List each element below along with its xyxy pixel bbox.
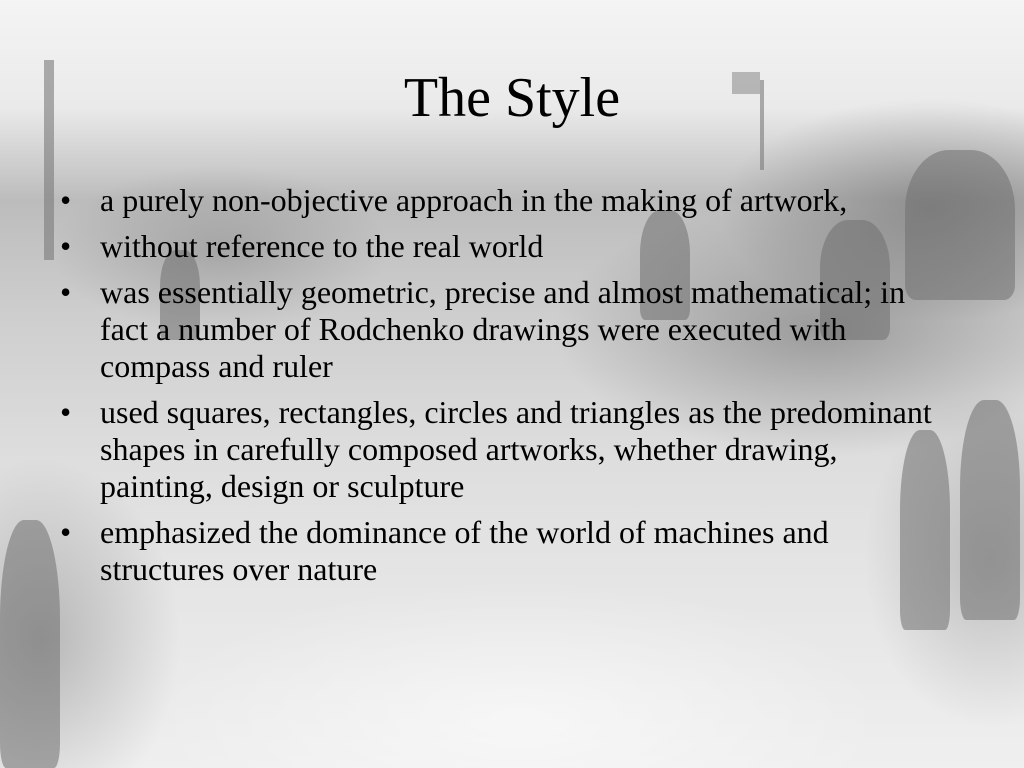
- list-item: [56, 274, 956, 385]
- bullet-text: without reference to the real world: [100, 228, 544, 264]
- bullet-list: [56, 182, 956, 597]
- bullet-icon: •: [60, 394, 72, 430]
- bullet-text: emphasized the dominance of the world of machines and structures over nature: [100, 514, 829, 587]
- bullet-text: a purely non-objective approach in the making of artwork,: [100, 182, 848, 218]
- bullet-icon: •: [60, 514, 72, 550]
- bullet-text: was essentially geometric, precise and almost mathematical; in fact a number of Rodchenko drawings were executed with compass and ruler: [100, 274, 906, 384]
- crowd-figure: [960, 400, 1020, 620]
- slide-title: The Style: [403, 67, 621, 129]
- crowd-figure: [0, 520, 60, 768]
- bullet-text: used squares, rectangles, circles and triangles as the predominant shapes in carefully composed artworks, whether drawing, painting, design or sculpture: [100, 394, 932, 504]
- list-item: [56, 394, 956, 505]
- bullet-icon: •: [60, 182, 72, 218]
- list-item: [56, 514, 956, 588]
- list-item: [56, 228, 956, 265]
- list-item: [56, 182, 956, 219]
- bullet-icon: •: [60, 228, 72, 264]
- bullet-icon: •: [60, 274, 72, 310]
